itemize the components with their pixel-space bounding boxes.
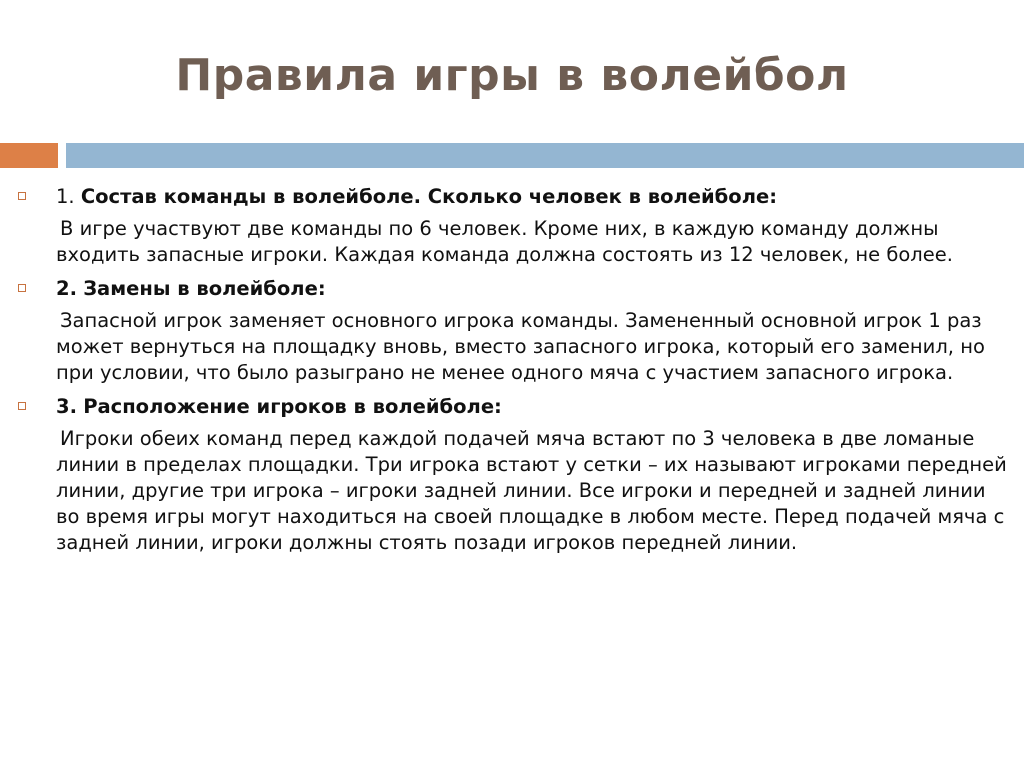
section-heading-1	[18, 184, 1008, 210]
section-number: 3.	[56, 395, 77, 418]
section-paragraph-1: В игре участвуют две команды по 6 человек. Кроме них, в каждую команду должны входить запасные игроки. Каждая команда должна состоять из 12 человек, не более.	[56, 217, 953, 266]
accent-bar-orange	[0, 143, 58, 168]
section-heading-text: Расположение игроков в волейболе:	[83, 395, 502, 418]
square-bullet-icon	[18, 284, 26, 292]
accent-bar-blue	[66, 143, 1024, 168]
section-paragraph-3: Игроки обеих команд перед каждой подачей мяча встают по 3 человека в две ломаные линии в пределах площадки. Три игрока встают у сетки – их называют игроками передней линии, другие три игрока – игроки задней линии. Все игроки и передней и задней линии во время игры могут находиться на своей площадке в любом месте. Перед подачей мяча с задней линии, игроки должны стоять позади игроков передней линии.	[56, 427, 1007, 554]
section-number: 1.	[56, 185, 75, 208]
slide-title: Правила игры в волейбол	[175, 50, 849, 101]
section-heading-text: Состав команды в волейболе. Сколько человек в волейболе:	[80, 185, 778, 208]
section-heading-3	[18, 394, 1008, 420]
section-heading-2	[18, 276, 1008, 302]
slide-content	[18, 180, 1008, 564]
square-bullet-icon	[18, 402, 26, 410]
section-paragraph-2: Запасной игрок заменяет основного игрока команды. Замененный основной игрок 1 раз может вернуться на площадку вновь, вместо запасного игрока, который его заменил, но при условии, что было разыграно не менее одного мяча с участием запасного игрока.	[56, 309, 985, 384]
section-number: 2.	[56, 277, 77, 300]
square-bullet-icon	[18, 192, 26, 200]
section-heading-text: Замены в волейболе:	[83, 277, 326, 300]
